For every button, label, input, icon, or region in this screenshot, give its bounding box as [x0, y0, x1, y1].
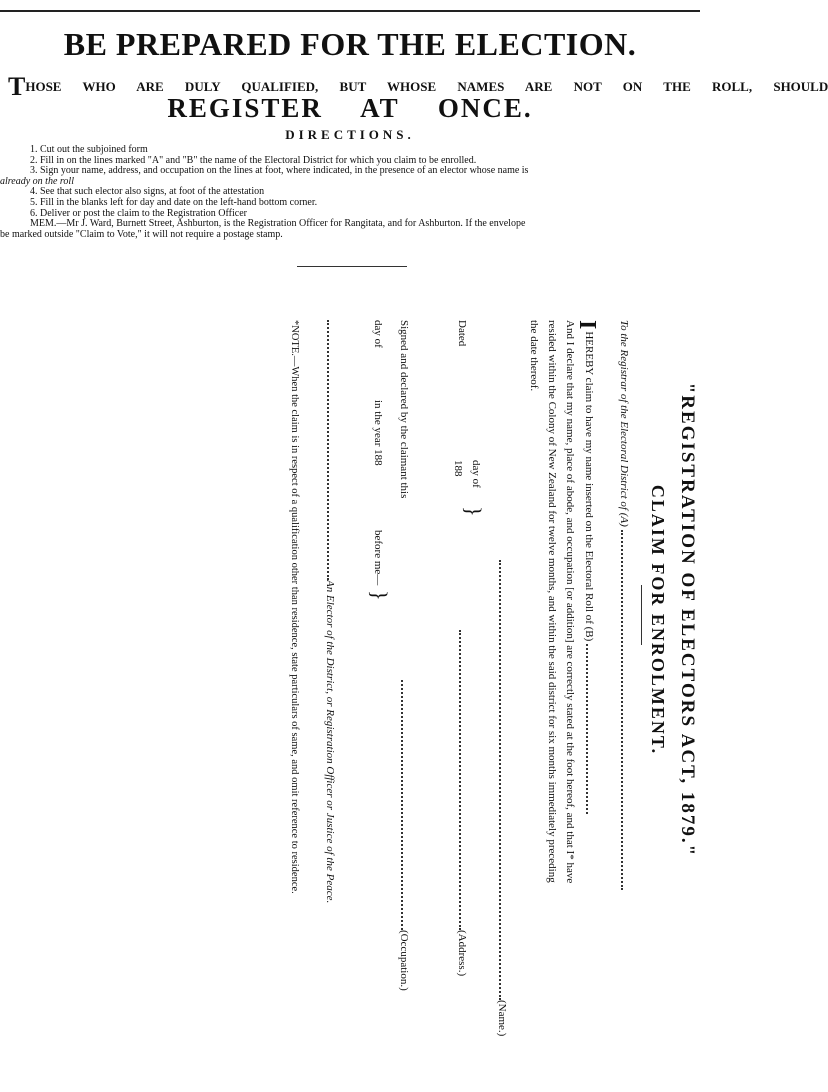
occupation-line[interactable] — [401, 680, 403, 930]
claim-line-2: And I declare that my name, place of abode, and occupation [or addition] are correctly stated at the foot hereof, and that I* have — [564, 320, 576, 884]
district-a-line[interactable] — [621, 530, 623, 890]
elector-label: An Elector of the District, or Registration Officer or Justice of the Peace. — [324, 580, 336, 904]
form-title-act: "REGISTRATION OF ELECTORS ACT, 1879." — [677, 382, 698, 858]
divider — [297, 266, 407, 267]
brace-2: } — [367, 590, 392, 601]
subheading-cap: T — [8, 72, 26, 101]
claim-form — [80, 300, 700, 1080]
direction-item: 1. Cut out the subjoined form — [30, 144, 148, 155]
subheading-text: HOSE WHO ARE DULY QUALIFIED, BUT WHOSE NAMES ARE NOT ON THE ROLL, SHOULD — [25, 79, 828, 94]
headline: BE PREPARED FOR THE ELECTION. — [63, 26, 637, 62]
form-title-rule — [641, 585, 642, 645]
before-me: before me— — [372, 530, 384, 586]
elector-row — [324, 320, 336, 903]
name-label: (Name.) — [496, 1000, 508, 1037]
occupation-label: (Occupation.) — [398, 930, 410, 991]
name-row — [496, 560, 508, 1036]
direction-item: MEM.—Mr J. Ward, Burnett Street, Ashburton, is the Registration Officer for Rangitata, and for Ashburton. If the envelope — [30, 218, 526, 230]
address-label: (Address.) — [456, 930, 468, 977]
address-line[interactable] — [459, 630, 461, 930]
in-year: in the year 188 — [372, 400, 384, 466]
to-registrar-text: To the Registrar of the Electoral District of (A) — [618, 320, 630, 527]
day-of-label-2: day of — [372, 320, 384, 348]
top-rule — [0, 0, 700, 12]
claim-initial: I — [574, 320, 600, 330]
claim-line-1-text: HEREBY claim to have my name inserted on the Electoral Roll of (B) — [583, 331, 595, 642]
direction-item: be marked outside "Claim to Vote," it will not require a postage stamp. — [0, 228, 283, 240]
brace: } — [461, 506, 486, 517]
claim-line-4: the date thereof. — [528, 320, 540, 392]
to-registrar — [618, 320, 630, 890]
direction-item: 3. Sign your name, address, and occupation on the lines at foot, where indicated, in the presence of an elector whose name is — [30, 165, 529, 177]
occupation-row — [398, 680, 410, 991]
claim-line-3: resided within the Colony of New Zealand for twelve months, and within the said district for six months immediately preceding — [546, 320, 558, 883]
district-b-line[interactable] — [586, 644, 588, 814]
form-title-claim: CLAIM FOR ENROLMENT. — [648, 484, 668, 756]
address-row — [456, 630, 468, 976]
direction-item: 6. Deliver or post the claim to the Registration Officer — [30, 207, 247, 219]
direction-item: 4. See that such elector also signs, at foot of the attestation — [30, 186, 265, 198]
footnote: *NOTE.—When the claim is in respect of a qualification other than residence, state particulars of same, and omit reference to residence. — [289, 320, 300, 894]
direction-item: already on the roll — [0, 175, 74, 187]
direction-item: 5. Fill in the blanks left for day and date on the left-hand bottom corner. — [30, 196, 318, 208]
elector-signature-line[interactable] — [327, 320, 329, 580]
directions-list — [0, 145, 700, 240]
directions-title: DIRECTIONS. — [285, 127, 415, 142]
register-heading: REGISTER AT ONCE. — [167, 93, 533, 123]
name-line[interactable] — [499, 560, 501, 1000]
day-of-label: day of — [470, 460, 482, 488]
direction-item: 2. Fill in on the lines marked "A" and "B" the name of the Electoral District for which you claim to be enrolled. — [30, 154, 477, 166]
dated-label: Dated — [456, 320, 468, 347]
signed-line: Signed and declared by the claimant this — [398, 320, 410, 499]
claim-line-1 — [573, 320, 600, 814]
year-188: 188 — [452, 460, 464, 477]
